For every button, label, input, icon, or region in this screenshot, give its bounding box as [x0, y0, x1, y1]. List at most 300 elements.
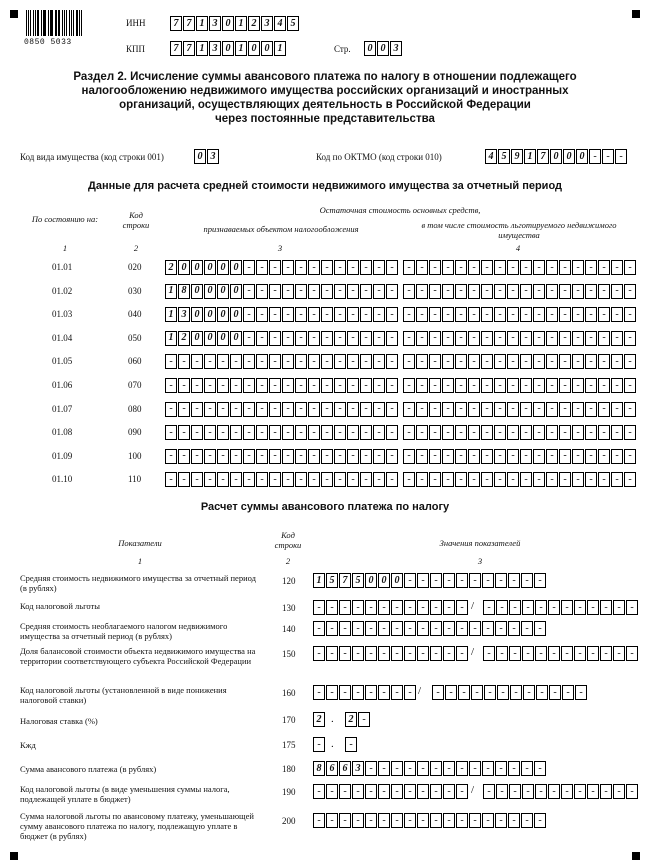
char-cell[interactable]: -: [520, 472, 532, 487]
char-cell[interactable]: -: [482, 621, 494, 636]
char-cell[interactable]: -: [204, 425, 216, 440]
char-cell[interactable]: -: [373, 260, 385, 275]
char-cell[interactable]: -: [386, 354, 398, 369]
char-cell[interactable]: -: [417, 813, 429, 828]
char-cell[interactable]: -: [191, 425, 203, 440]
char-cell[interactable]: 2: [345, 712, 357, 727]
char-cell[interactable]: -: [468, 425, 480, 440]
char-cell[interactable]: -: [191, 449, 203, 464]
char-cell[interactable]: -: [432, 685, 444, 700]
char-cell[interactable]: -: [352, 621, 364, 636]
char-cell[interactable]: -: [481, 260, 493, 275]
char-cell[interactable]: -: [347, 449, 359, 464]
char-cell[interactable]: -: [386, 284, 398, 299]
char-cell[interactable]: -: [521, 761, 533, 776]
char-cell[interactable]: -: [455, 378, 467, 393]
char-cell[interactable]: -: [572, 331, 584, 346]
char-cell[interactable]: -: [403, 354, 415, 369]
char-cell[interactable]: -: [326, 621, 338, 636]
taxable-value-field[interactable]: [165, 331, 399, 346]
char-cell[interactable]: -: [471, 685, 483, 700]
char-cell[interactable]: -: [365, 600, 377, 615]
char-cell[interactable]: -: [520, 307, 532, 322]
char-cell[interactable]: -: [456, 573, 468, 588]
char-cell[interactable]: -: [352, 784, 364, 799]
char-cell[interactable]: -: [269, 449, 281, 464]
char-cell[interactable]: -: [360, 284, 372, 299]
char-cell[interactable]: -: [326, 784, 338, 799]
char-cell[interactable]: -: [386, 378, 398, 393]
char-cell[interactable]: -: [430, 784, 442, 799]
char-cell[interactable]: -: [549, 685, 561, 700]
char-cell[interactable]: -: [430, 761, 442, 776]
char-cell[interactable]: -: [442, 260, 454, 275]
char-cell[interactable]: -: [165, 472, 177, 487]
char-cell[interactable]: -: [496, 600, 508, 615]
char-cell[interactable]: -: [373, 307, 385, 322]
char-cell[interactable]: -: [624, 307, 636, 322]
char-cell[interactable]: -: [191, 378, 203, 393]
char-cell[interactable]: 8: [178, 284, 190, 299]
char-cell[interactable]: -: [178, 378, 190, 393]
char-cell[interactable]: -: [481, 449, 493, 464]
char-cell[interactable]: -: [546, 354, 558, 369]
taxable-value-field[interactable]: [165, 449, 399, 464]
char-cell[interactable]: -: [391, 646, 403, 661]
char-cell[interactable]: 7: [170, 41, 182, 56]
char-cell[interactable]: -: [587, 600, 599, 615]
char-cell[interactable]: -: [533, 449, 545, 464]
char-cell[interactable]: -: [611, 260, 623, 275]
char-cell[interactable]: -: [624, 284, 636, 299]
char-cell[interactable]: -: [458, 685, 470, 700]
value-field[interactable]: [313, 813, 547, 828]
char-cell[interactable]: -: [442, 449, 454, 464]
char-cell[interactable]: -: [321, 449, 333, 464]
char-cell[interactable]: -: [256, 307, 268, 322]
char-cell[interactable]: 0: [204, 307, 216, 322]
char-cell[interactable]: -: [360, 402, 372, 417]
char-cell[interactable]: -: [321, 331, 333, 346]
char-cell[interactable]: -: [295, 331, 307, 346]
char-cell[interactable]: -: [217, 354, 229, 369]
char-cell[interactable]: -: [468, 307, 480, 322]
tax-rate-frac[interactable]: [345, 712, 371, 727]
char-cell[interactable]: -: [313, 685, 325, 700]
char-cell[interactable]: -: [548, 646, 560, 661]
char-cell[interactable]: -: [548, 784, 560, 799]
char-cell[interactable]: -: [508, 573, 520, 588]
char-cell[interactable]: -: [430, 573, 442, 588]
char-cell[interactable]: -: [360, 378, 372, 393]
char-cell[interactable]: -: [378, 813, 390, 828]
char-cell[interactable]: 1: [165, 284, 177, 299]
char-cell[interactable]: -: [574, 600, 586, 615]
property-kind-field[interactable]: [194, 149, 220, 164]
tax-rate-int[interactable]: [313, 712, 326, 727]
char-cell[interactable]: -: [468, 472, 480, 487]
char-cell[interactable]: -: [494, 307, 506, 322]
inn-field[interactable]: [170, 16, 300, 31]
char-cell[interactable]: 3: [209, 41, 221, 56]
char-cell[interactable]: -: [360, 307, 372, 322]
char-cell[interactable]: -: [295, 425, 307, 440]
char-cell[interactable]: -: [386, 260, 398, 275]
char-cell[interactable]: -: [572, 449, 584, 464]
char-cell[interactable]: -: [429, 307, 441, 322]
char-cell[interactable]: 1: [165, 331, 177, 346]
rate-benefit-part2[interactable]: [432, 685, 588, 700]
char-cell[interactable]: -: [483, 600, 495, 615]
char-cell[interactable]: -: [598, 354, 610, 369]
char-cell[interactable]: -: [373, 378, 385, 393]
char-cell[interactable]: -: [587, 646, 599, 661]
char-cell[interactable]: 0: [204, 284, 216, 299]
char-cell[interactable]: -: [269, 331, 281, 346]
char-cell[interactable]: -: [308, 260, 320, 275]
char-cell[interactable]: -: [455, 260, 467, 275]
char-cell[interactable]: 2: [165, 260, 177, 275]
char-cell[interactable]: -: [456, 761, 468, 776]
char-cell[interactable]: -: [497, 685, 509, 700]
char-cell[interactable]: -: [456, 813, 468, 828]
char-cell[interactable]: -: [243, 260, 255, 275]
char-cell[interactable]: 3: [352, 761, 364, 776]
char-cell[interactable]: -: [269, 284, 281, 299]
char-cell[interactable]: -: [178, 449, 190, 464]
char-cell[interactable]: -: [507, 307, 519, 322]
char-cell[interactable]: -: [308, 449, 320, 464]
char-cell[interactable]: -: [321, 284, 333, 299]
char-cell[interactable]: -: [546, 449, 558, 464]
char-cell[interactable]: -: [468, 354, 480, 369]
char-cell[interactable]: -: [295, 402, 307, 417]
char-cell[interactable]: -: [585, 378, 597, 393]
taxable-value-field[interactable]: [165, 378, 399, 393]
char-cell[interactable]: -: [243, 449, 255, 464]
char-cell[interactable]: -: [321, 354, 333, 369]
char-cell[interactable]: -: [509, 600, 521, 615]
char-cell[interactable]: -: [352, 600, 364, 615]
char-cell[interactable]: -: [334, 260, 346, 275]
char-cell[interactable]: -: [256, 260, 268, 275]
char-cell[interactable]: -: [321, 307, 333, 322]
char-cell[interactable]: -: [191, 472, 203, 487]
char-cell[interactable]: -: [308, 402, 320, 417]
char-cell[interactable]: -: [469, 813, 481, 828]
char-cell[interactable]: -: [546, 307, 558, 322]
char-cell[interactable]: 3: [390, 41, 402, 56]
char-cell[interactable]: -: [442, 402, 454, 417]
char-cell[interactable]: -: [546, 425, 558, 440]
char-cell[interactable]: -: [360, 425, 372, 440]
char-cell[interactable]: -: [533, 284, 545, 299]
char-cell[interactable]: -: [334, 378, 346, 393]
char-cell[interactable]: 7: [170, 16, 182, 31]
char-cell[interactable]: -: [598, 260, 610, 275]
char-cell[interactable]: -: [313, 784, 325, 799]
page-number-field[interactable]: [364, 41, 403, 56]
char-cell[interactable]: -: [416, 354, 428, 369]
char-cell[interactable]: -: [522, 784, 534, 799]
char-cell[interactable]: -: [430, 646, 442, 661]
char-cell[interactable]: -: [455, 284, 467, 299]
char-cell[interactable]: -: [243, 354, 255, 369]
char-cell[interactable]: -: [533, 354, 545, 369]
char-cell[interactable]: -: [386, 449, 398, 464]
char-cell[interactable]: 1: [274, 41, 286, 56]
char-cell[interactable]: -: [455, 425, 467, 440]
char-cell[interactable]: -: [191, 402, 203, 417]
char-cell[interactable]: -: [365, 813, 377, 828]
char-cell[interactable]: 7: [183, 16, 195, 31]
char-cell[interactable]: -: [455, 449, 467, 464]
char-cell[interactable]: -: [339, 685, 351, 700]
char-cell[interactable]: -: [165, 449, 177, 464]
char-cell[interactable]: -: [339, 600, 351, 615]
char-cell[interactable]: -: [443, 621, 455, 636]
char-cell[interactable]: -: [429, 331, 441, 346]
char-cell[interactable]: 5: [287, 16, 299, 31]
char-cell[interactable]: -: [481, 472, 493, 487]
char-cell[interactable]: -: [520, 260, 532, 275]
taxable-value-field[interactable]: [165, 260, 399, 275]
char-cell[interactable]: -: [178, 472, 190, 487]
char-cell[interactable]: -: [442, 307, 454, 322]
char-cell[interactable]: -: [533, 425, 545, 440]
char-cell[interactable]: 0: [217, 284, 229, 299]
char-cell[interactable]: 3: [207, 149, 219, 164]
char-cell[interactable]: -: [533, 331, 545, 346]
char-cell[interactable]: -: [391, 685, 403, 700]
char-cell[interactable]: -: [334, 354, 346, 369]
char-cell[interactable]: -: [334, 449, 346, 464]
char-cell[interactable]: -: [373, 331, 385, 346]
char-cell[interactable]: -: [339, 813, 351, 828]
char-cell[interactable]: 5: [352, 573, 364, 588]
char-cell[interactable]: 0: [230, 307, 242, 322]
char-cell[interactable]: -: [442, 354, 454, 369]
char-cell[interactable]: -: [378, 600, 390, 615]
char-cell[interactable]: -: [358, 712, 370, 727]
char-cell[interactable]: -: [598, 472, 610, 487]
char-cell[interactable]: 1: [524, 149, 536, 164]
char-cell[interactable]: 2: [248, 16, 260, 31]
char-cell[interactable]: -: [456, 646, 468, 661]
char-cell[interactable]: 0: [204, 260, 216, 275]
char-cell[interactable]: -: [321, 402, 333, 417]
char-cell[interactable]: -: [572, 425, 584, 440]
char-cell[interactable]: -: [559, 354, 571, 369]
char-cell[interactable]: -: [507, 284, 519, 299]
char-cell[interactable]: 1: [196, 41, 208, 56]
char-cell[interactable]: -: [204, 449, 216, 464]
share-numerator[interactable]: [313, 646, 469, 661]
char-cell[interactable]: 3: [178, 307, 190, 322]
char-cell[interactable]: -: [243, 402, 255, 417]
char-cell[interactable]: -: [404, 685, 416, 700]
char-cell[interactable]: -: [561, 646, 573, 661]
char-cell[interactable]: -: [360, 331, 372, 346]
char-cell[interactable]: -: [243, 284, 255, 299]
exempt-value-field[interactable]: [403, 402, 637, 417]
char-cell[interactable]: 0: [377, 41, 389, 56]
char-cell[interactable]: -: [585, 260, 597, 275]
char-cell[interactable]: 1: [313, 573, 325, 588]
char-cell[interactable]: -: [468, 284, 480, 299]
char-cell[interactable]: -: [546, 402, 558, 417]
char-cell[interactable]: -: [626, 600, 638, 615]
exempt-value-field[interactable]: [403, 307, 637, 322]
char-cell[interactable]: -: [378, 685, 390, 700]
char-cell[interactable]: -: [572, 354, 584, 369]
char-cell[interactable]: -: [521, 813, 533, 828]
char-cell[interactable]: -: [403, 402, 415, 417]
taxable-value-field[interactable]: [165, 307, 399, 322]
char-cell[interactable]: -: [598, 284, 610, 299]
char-cell[interactable]: -: [417, 646, 429, 661]
char-cell[interactable]: -: [365, 685, 377, 700]
char-cell[interactable]: -: [495, 813, 507, 828]
char-cell[interactable]: -: [269, 425, 281, 440]
char-cell[interactable]: -: [561, 600, 573, 615]
char-cell[interactable]: -: [416, 402, 428, 417]
char-cell[interactable]: -: [522, 600, 534, 615]
char-cell[interactable]: -: [455, 402, 467, 417]
char-cell[interactable]: -: [598, 425, 610, 440]
char-cell[interactable]: -: [510, 685, 522, 700]
char-cell[interactable]: -: [572, 284, 584, 299]
char-cell[interactable]: -: [429, 472, 441, 487]
char-cell[interactable]: -: [533, 378, 545, 393]
char-cell[interactable]: -: [585, 472, 597, 487]
char-cell[interactable]: -: [365, 761, 377, 776]
char-cell[interactable]: -: [256, 425, 268, 440]
char-cell[interactable]: -: [217, 472, 229, 487]
char-cell[interactable]: -: [313, 737, 325, 752]
char-cell[interactable]: -: [469, 573, 481, 588]
char-cell[interactable]: -: [574, 646, 586, 661]
char-cell[interactable]: -: [243, 472, 255, 487]
char-cell[interactable]: -: [416, 449, 428, 464]
char-cell[interactable]: -: [217, 402, 229, 417]
char-cell[interactable]: -: [611, 307, 623, 322]
char-cell[interactable]: -: [534, 621, 546, 636]
char-cell[interactable]: 0: [378, 573, 390, 588]
char-cell[interactable]: 5: [498, 149, 510, 164]
char-cell[interactable]: -: [204, 402, 216, 417]
char-cell[interactable]: 5: [326, 573, 338, 588]
char-cell[interactable]: -: [360, 354, 372, 369]
char-cell[interactable]: -: [352, 685, 364, 700]
char-cell[interactable]: -: [178, 354, 190, 369]
char-cell[interactable]: -: [313, 813, 325, 828]
char-cell[interactable]: -: [403, 472, 415, 487]
char-cell[interactable]: -: [520, 354, 532, 369]
char-cell[interactable]: -: [481, 402, 493, 417]
char-cell[interactable]: -: [520, 284, 532, 299]
char-cell[interactable]: -: [308, 307, 320, 322]
char-cell[interactable]: -: [533, 472, 545, 487]
char-cell[interactable]: -: [481, 307, 493, 322]
char-cell[interactable]: -: [243, 307, 255, 322]
char-cell[interactable]: -: [443, 813, 455, 828]
char-cell[interactable]: -: [386, 472, 398, 487]
char-cell[interactable]: -: [403, 284, 415, 299]
char-cell[interactable]: -: [559, 402, 571, 417]
char-cell[interactable]: 0: [178, 260, 190, 275]
char-cell[interactable]: -: [430, 813, 442, 828]
value-field[interactable]: [313, 573, 547, 588]
char-cell[interactable]: -: [495, 761, 507, 776]
char-cell[interactable]: 0: [391, 573, 403, 588]
char-cell[interactable]: -: [416, 307, 428, 322]
char-cell[interactable]: -: [191, 354, 203, 369]
char-cell[interactable]: -: [575, 685, 587, 700]
char-cell[interactable]: -: [430, 621, 442, 636]
char-cell[interactable]: -: [443, 784, 455, 799]
char-cell[interactable]: -: [334, 284, 346, 299]
char-cell[interactable]: -: [429, 425, 441, 440]
char-cell[interactable]: -: [546, 472, 558, 487]
char-cell[interactable]: -: [495, 621, 507, 636]
char-cell[interactable]: -: [484, 685, 496, 700]
char-cell[interactable]: -: [521, 621, 533, 636]
char-cell[interactable]: -: [326, 685, 338, 700]
char-cell[interactable]: -: [585, 354, 597, 369]
char-cell[interactable]: -: [308, 425, 320, 440]
char-cell[interactable]: 0: [222, 16, 234, 31]
char-cell[interactable]: -: [404, 621, 416, 636]
char-cell[interactable]: -: [308, 378, 320, 393]
char-cell[interactable]: -: [373, 354, 385, 369]
char-cell[interactable]: -: [256, 331, 268, 346]
char-cell[interactable]: -: [416, 378, 428, 393]
char-cell[interactable]: -: [522, 646, 534, 661]
char-cell[interactable]: -: [548, 600, 560, 615]
char-cell[interactable]: -: [165, 425, 177, 440]
char-cell[interactable]: -: [321, 472, 333, 487]
char-cell[interactable]: -: [624, 378, 636, 393]
char-cell[interactable]: -: [482, 761, 494, 776]
char-cell[interactable]: -: [533, 402, 545, 417]
char-cell[interactable]: -: [403, 307, 415, 322]
char-cell[interactable]: -: [230, 402, 242, 417]
char-cell[interactable]: -: [481, 425, 493, 440]
char-cell[interactable]: -: [626, 784, 638, 799]
char-cell[interactable]: -: [483, 646, 495, 661]
char-cell[interactable]: -: [507, 449, 519, 464]
char-cell[interactable]: -: [334, 472, 346, 487]
char-cell[interactable]: -: [598, 307, 610, 322]
char-cell[interactable]: -: [404, 813, 416, 828]
char-cell[interactable]: 0: [191, 284, 203, 299]
char-cell[interactable]: -: [533, 260, 545, 275]
char-cell[interactable]: 0: [248, 41, 260, 56]
char-cell[interactable]: -: [339, 646, 351, 661]
char-cell[interactable]: -: [613, 784, 625, 799]
exempt-value-field[interactable]: [403, 354, 637, 369]
char-cell[interactable]: -: [347, 472, 359, 487]
char-cell[interactable]: -: [600, 646, 612, 661]
char-cell[interactable]: -: [326, 600, 338, 615]
char-cell[interactable]: 0: [204, 331, 216, 346]
char-cell[interactable]: -: [611, 425, 623, 440]
exempt-value-field[interactable]: [403, 284, 637, 299]
char-cell[interactable]: -: [347, 425, 359, 440]
char-cell[interactable]: -: [230, 354, 242, 369]
char-cell[interactable]: -: [429, 378, 441, 393]
